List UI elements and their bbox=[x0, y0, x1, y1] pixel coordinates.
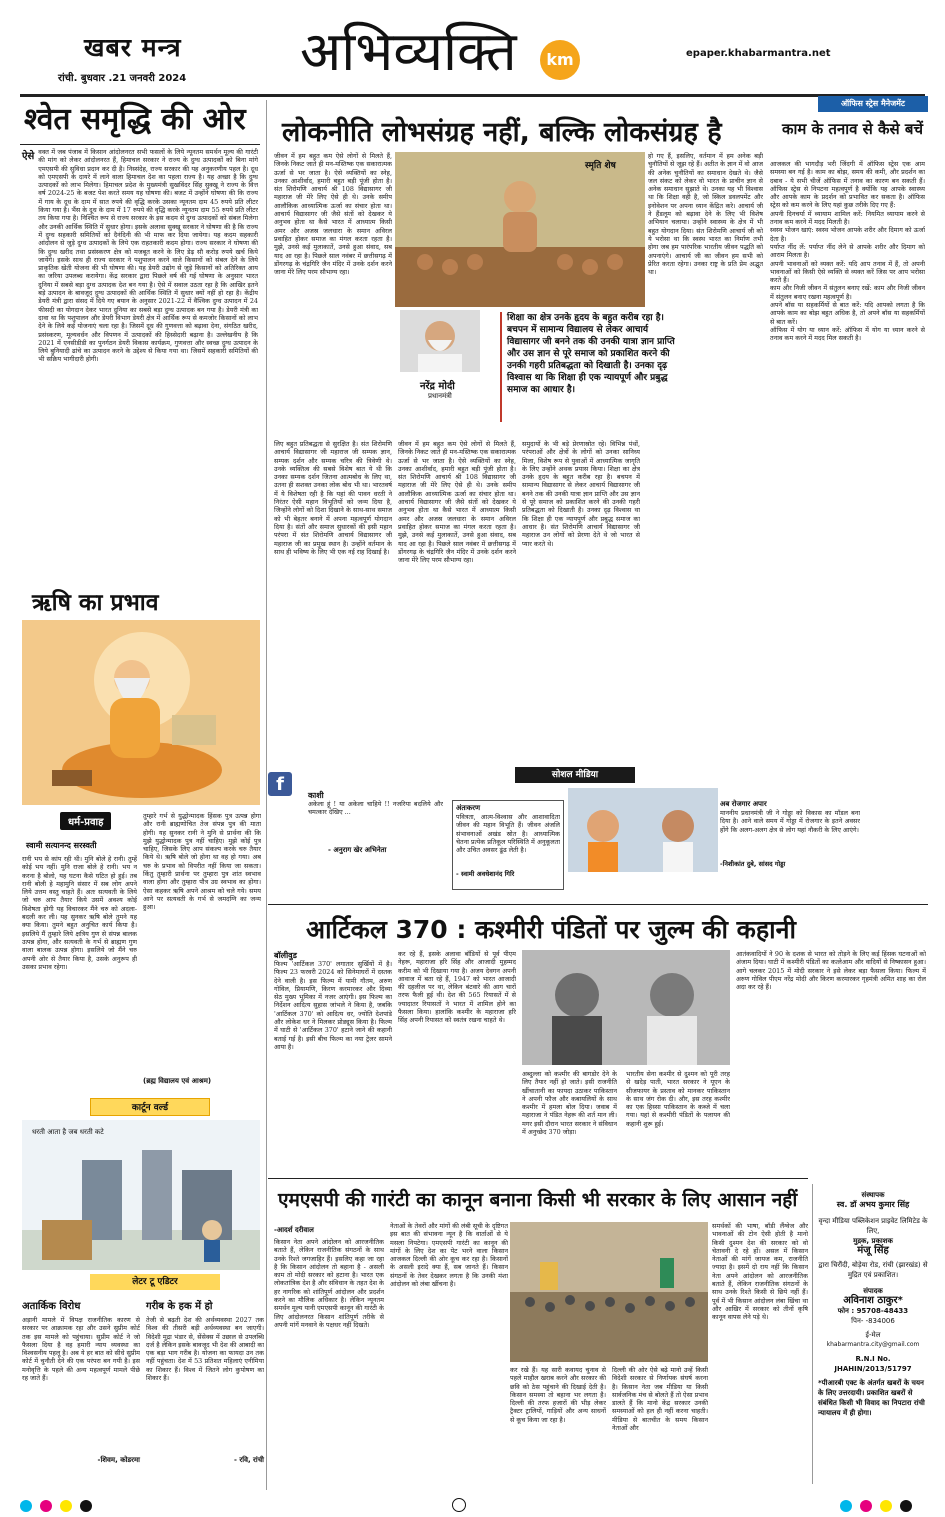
dairy-article bbox=[22, 148, 258, 568]
article370-photo bbox=[522, 950, 730, 1065]
msp-col3: कर रखे हैं। यह सारी कवायद चुनाव से पहले माहौल खराब करने और सरकार की छवि को ठेस पहुंचाने की दिखाई देती है। किसान समस्या तो बहाना भर लगता है। दिल्ली की तरफ हजारों की भीड़ लेकर ट्रैक्टर ट्रालियों, गाड़ियों और अन्य साधनों से कूच किया जा रहा है। bbox=[510, 1366, 606, 1424]
imprint-note: *पीआरबी एक्ट के अंतर्गत खबरों के चयन के लिए उत्तरदायी। प्रकाशित खबरों से संबंधित किसी भी विवाद का निपटारा रांची न्यायालय में ही होगा। bbox=[818, 1379, 925, 1417]
social-1-sign: - अनुराग खेर अभिनेता bbox=[328, 846, 387, 854]
letter-2-sign: - रवि, रांची bbox=[234, 1456, 264, 1464]
historic-photo bbox=[522, 950, 730, 1065]
facebook-icon: f bbox=[268, 772, 292, 796]
social-photos bbox=[568, 788, 718, 872]
founder-name: स्व. डॉ अभय कुमार सिंह bbox=[836, 1200, 910, 1209]
letter-1-body: अड़ानी मामले में विपक्ष राजनीतिक कारण से सरकार पर आक्रामक रहा और उसने सुप्रीम कोर्ट तक इस मामले को पहुंचाया। सुप्रीम कोर्ट ने जो फैसला दिया है वह हमारी न्याय व्यवस्था का विश्वसनीय पहलू है। अब ये हर बात को सीधे सुप्रीम कोर्ट में चुनौती देने की एक परंपरा बन गयी है। इस मनोवृत्ति के पहले की अन्य महत्वपूर्ण मामले पीछे रह जाते हैं। bbox=[22, 1316, 140, 1383]
lokniti-col4: हो गए हैं, इसलिए, वर्तमान में हम अनेक बड़ी चुनौतियों से जूझ रहे हैं। अतीत के ज्ञान में वो आज की अनेक चुनौतियों का समाधान देखते थे। जैसे जल संकट को लेकर वो भारत के प्राचीन ज्ञान से अनेक समाधान सुझाते थे। उनका यह भी विश्वास था कि शिक्षा वही है, जो स्किल डवलपमेंट और इनोवेशन पर अपना ध्यान केंद्रित करे। आचार्य जी ने हैंडलूम को बढ़ावा देने के लिए भी विशेष अभियान चलाया। उन्होंने स्वास्थ्य के क्षेत्र में भी बहुत योगदान दिया। संत शिरोमणि आचार्य जी को ये भरोसा था कि स्वस्थ भारत का निर्माण तभी होगा जब हम पारंपरिक भारतीय जीवन पद्धति को अपनाएंगे। आचार्य जी का जीवन हम सभी को प्रेरित करता रहेगा। उनका राष्ट्र के प्रति प्रेम अद्भुत था। bbox=[648, 152, 763, 277]
cartoon-drawing bbox=[22, 1120, 260, 1270]
social-quote-3 bbox=[720, 800, 860, 880]
dairy-lead-word: ऐसे bbox=[22, 151, 35, 162]
social-1-text: अकेला हूं ! या अकेला चाहिये !! नजरिया बदलिये और चमत्कार देखिए ... bbox=[308, 800, 443, 817]
social-3-handle: अब रोजगार अपार bbox=[720, 800, 767, 808]
rishi-col2: तुम्हारे गर्भ से युद्धोन्मादक हिंसक पुत्र उत्पन्न होगा और रानी ब्राह्मणोचित तेज संपन्न पुत्र की माता होगी। यह सुनकर रानी ने मुनि से प्रार्थना की कि मुझे युद्धोन्मादक पुत्र नहीं चाहिए। मुझे कोई पुत्र चाहिए, जिसके लिए आप संकल्प करके चरु तैयार किये थे। ऋषि बोले जो होना था वह हो गया। अब चरु के प्रभाव को विपरीत नहीं किया जा सकता। किंतु तुम्हारी प्रार्थना पर तुम्हारा पुत्र शांत स्वभाव वाला होगा और तुम्हारा पौत्र उग्र स्वभाव का होगा। ऐसा कहकर ऋषि अपने आश्रम को चले गये। समय आने पर सत्यवती के गर्भ से जमदग्नि का जन्म हुआ। bbox=[143, 812, 261, 912]
editor-label: संपादक bbox=[863, 1287, 883, 1295]
smriti-label: स्मृति शेष bbox=[585, 161, 616, 171]
article370-rule bbox=[268, 904, 928, 905]
social-label bbox=[515, 767, 635, 783]
social-3-sign: -निशीकांत दुबे, सांसद गोड्डा bbox=[720, 860, 786, 868]
letters-label-text: लेटर टू एडिटर bbox=[132, 1277, 178, 1287]
editor-name: अविनाश ठाकुर* bbox=[843, 1295, 903, 1306]
social-2-sign: - स्वामी अवधेशानंद गिरि bbox=[456, 870, 515, 878]
article370-col2: कर रहे हैं, इसके अलावा बॉडियों से पूर्व पीएम नेहरू, महाराजा हरि सिंह और आजादी मुहम्मद करीम को भी दिखाया गया है। अजय देवगन अपनी आवाज में बता रहे हैं, 1947 को भारत आजादी की दहलीज पर था, लेकिन बंटवारे की आग चारों तरफ फैली हुई थी। देश की 565 रियासतें में से ज्यादातर रियासतों ने भारत में शामिल होने का फैसला किया। हालांकि कश्मीर के महाराजा हरि सिंह अपनी रियासत को स्वतंत्र रखना चाहते थे। bbox=[398, 950, 516, 1025]
dairy-headline: श्वेत समृद्धि की ओर bbox=[24, 102, 246, 137]
rishi-byline: स्वामी सत्यानन्द सरस्वती bbox=[26, 841, 97, 850]
publisher-line: वृन्दा मीडिया पब्लिकेशन प्राइवेट लिमिटेड के लिए, bbox=[818, 1217, 928, 1235]
lokniti-headline: लोकनीति लोभसंग्रह नहीं, बल्कि लोकसंग्रह है bbox=[282, 117, 722, 148]
letter-1-title: अतार्किक विरोध bbox=[22, 1301, 81, 1312]
farmers-protest-photo bbox=[510, 1222, 708, 1362]
lokniti-col2b: जीवन में हम बहुत कम ऐसे लोगों से मिलते हैं, जिनके निकट जाते ही मन-मस्तिष्क एक सकारात्मक ऊर्जा से भर जाता है। ऐसे व्यक्तियों का स्नेह, उनका आशीर्वाद, हमारी बहुत बड़ी पूंजी होता है। संत शिरोमणि आचार्य श्री 108 विद्यासागर जी महाराज जी मेरे लिए ऐसे ही थे। उनके समीप आलौकिक आध्यात्मिक ऊर्जा का संचार होता था। आचार्य विद्यासागर जी जैसे संतों को देखकर ये अनुभव होता था कैसे भारत में आध्यात्म किसी अमर और अजस्र जलधारा के समान अविरल प्रवाहित होकर समाज का मंगल करता रहता है। मुझे, उनसे कई मुलाकातें, उनसे हुआ संवाद, सब याद आ रहा है। पिछले साल नवंबर में छत्तीसगढ़ में डोंगरगढ़ के चंद्रगिरि जैन मंदिर में उनके दर्शन करने जाना मेरे लिए परम सौभाग्य रहा। bbox=[398, 440, 516, 565]
rni-number: JHAHIN/2013/51797 bbox=[834, 1365, 912, 1373]
rishi-section-label: धर्म-प्रवाह bbox=[60, 812, 111, 830]
reg-dot-yellow bbox=[60, 1500, 72, 1512]
msp-col2: नेताओं के तेवरों और मांगों की लंबी सूची के दृष्टिगत इस बात की संभावना न्यून है कि वार्ताओं से ये मसला निपटेगा। एमएसपी गारंटी का कानून की मांगों के लिए देश का पेट भरने वाला किसान आजकल दिल्ली की ओर कूच कर रहा है। किसानों के असली इरादे क्या हैं, सब जानते हैं। किसान संगठनों के तेवर देखकर लगता है कि उनकी मंशा आंदोलन को लंबा खींचना है। bbox=[390, 1222, 508, 1289]
printer-name: मंजू सिंह bbox=[857, 1245, 889, 1256]
paper-name: खबर मन्त्र bbox=[84, 33, 182, 62]
letter-2-title: गरीब के हक में हो bbox=[146, 1301, 213, 1312]
msp-col1: किसान नेता अपने आंदोलन को आरजनीतिक बताते हैं, लेकिन राजनीतिक संगठनों के साथ उनके रिश्ते जगजाहिर हैं। इसलिए कहा जा रहा है कि किसान आंदोलन तो बहाना है - असली काम तो मोदी सरकार को हटाना है। भारत एक लोकतांत्रिक देश है और संविधान के तहत देश के हर नागरिक को शांतिपूर्ण आंदोलन और प्रदर्शन करने का मौलिक अधिकार है। लेकिन न्यूनतम समर्थन मूल्य यानी एमएसपी कानून की गारंटी के लिए आंदोलनरत किसान शांतिपूर्ण तरीके से अपनी मांगें मनवाने के पक्षधर नहीं दिखते। bbox=[274, 1238, 384, 1329]
letter-1 bbox=[22, 1298, 140, 1478]
phone: फोन : 95708-48433 bbox=[837, 1307, 909, 1315]
reg-dot-magenta bbox=[40, 1500, 52, 1512]
reg-dot-magenta-right bbox=[860, 1500, 872, 1512]
msp-photo bbox=[510, 1222, 708, 1362]
article370-col1: फिल्म 'आर्टिकल 370' लगातार सुर्खियों में है। फिल्म 23 फरवरी 2024 को सिनेमाघरों में दस्तक देने वाली है। इस फिल्म में यामी गौतम, अरुण गोविल, प्रियामणि, किरण करमारकर और दिव्या सेठ मुख्य भूमिका में नजर आएंगी। इस फिल्म का निर्देशन आदित्य सुहास जांभले ने किया है, जबकि 'आर्टिकल 370' को आदित्य धर, ज्योति देशपांडे और लोकेश धर ने मिलकर प्रोड्यूस किया है। फिल्म में घाटी से 'आर्टिकल 370' हटाने जाने की कहानी बताई गई है। इसी बीच फिल्म का नया ट्रेलर सामने आया है। bbox=[274, 960, 392, 1051]
msp-headline: एमएसपी की गारंटी का कानून बनाना किसी भी सरकार के लिए आसान नहीं bbox=[278, 1189, 798, 1211]
letter-2-body: तेजी से बढ़ती देश की अर्थव्यवस्था 2027 तक विश्व की तीसरी बड़ी अर्थव्यवस्था बन जाएगी। विदेशी मुद्रा भंडार से, सेंसेक्स में उछाल से उपलब्धि दर्ज है लेकिन इसके बावजूद भी देश की आबादी का एक बड़ा भाग गरीब है। योजना का फायदा उन तक नहीं पहुंचता। देश में 53 प्रतिशत महिलाएं एनीमिया का शिकार हैं। विश्व में जितने लोग कुपोषण का शिकार हैं। bbox=[146, 1316, 264, 1383]
msp-byline: -आदर्श दरीवाल bbox=[274, 1226, 314, 1234]
cartoon-label-text: कार्टून वर्ल्ड bbox=[131, 1103, 169, 1113]
article370-lead: बॉलीवुड bbox=[274, 951, 297, 960]
logo-letter: km bbox=[546, 50, 574, 69]
lokniti-pullquote: शिक्षा का क्षेत्र उनके हृदय के बहुत करीब रहा है। बचपन में सामान्य विद्यालय से लेकर आचार्य विद्यासागर जी बनने तक की उनकी यात्रा ज्ञान प्राप्ति और उस ज्ञान से पूरे समाज को प्रकाशित करने की उनकी गहरी प्रतिबद्धता को दिखाती है। उनका दृढ़ विश्वास था कि शिक्षा ही एक न्यायपूर्ण और प्रबुद्ध समाज का आधार है। bbox=[500, 312, 675, 422]
cartoon-caption: धरती आता है जब धरती कटे bbox=[32, 1128, 104, 1136]
article370-col4-visible: भारतीय सेना कश्मीर से दुश्मन को पूरी तरह से खदेड़ पाती, भारत सरकार ने यूएन के सीजफायर के प्रस्ताव को मानकर पाकिस्तान के साथ जंग रोक दी। और, इस तरह कश्मीर का एक हिस्सा पाकिस्तान के कब्जे में चला गया। यहां से कश्मीरी पंडितों के पलायन की कहानी शुरू हुई। bbox=[626, 1070, 730, 1128]
monks-photo bbox=[395, 152, 645, 307]
reg-dot-yellow-right bbox=[880, 1500, 892, 1512]
press-address: द्वारा चिरौंदी, बोड़ेया रोड, रांची (झारखंड) से मुद्रित एवं प्रकाशित। bbox=[818, 1261, 928, 1279]
social-quote-1 bbox=[268, 768, 448, 863]
letter-2 bbox=[146, 1298, 264, 1478]
founder-label: संस्थापक bbox=[861, 1191, 885, 1199]
masthead bbox=[0, 0, 945, 92]
office-stress-headline: काम के तनाव से कैसे बचें bbox=[782, 120, 923, 138]
dairy-body: वक्त में जब पंजाब में किसान आंदोलनरत सभी फसलों के लिये न्यूनतम समर्थन मूल्य की गारंटी की मांग को लेकर आंदोलनरत हैं, हिमाचल सरकार ने राज्य के दुग्ध उत्पादकों को बिना मांगे एमएसपी की सुविधा प्रदान कर दी है। निस्संदेह, राज्य सरकार की यह अनुकरणीय पहल है। दूध को एमएसपी के दायरे में लाने वाला हिमाचल देश का पहला राज्य है। यह अच्छा है कि दुग्ध उत्पादकों को लाभ मिलेगा। हिमाचल प्रदेश के मुख्यमंत्री सुखविंदर सिंह सुक्खू ने राज्य के वित्त वर्ष 2024-25 के बजट पेश करते समय यह घोषणा की। बजट में उन्होंने घोषणा की कि राज्य में गाय के दूध के दाम में सात रुपये की वृद्धि करके उसका न्यूनतम दाम 45 रुपये प्रति लीटर किया गया है। भैंस के दूध के दाम में 17 रुपये की वृद्धि करके न्यूनतम दाम 55 रुपये प्रति लीटर तय किया गया है। निश्चित रूप से राज्य सरकार के इस कदम से दुग्ध उत्पादकों को संबल मिलेगा और उनकी आर्थिक स्थिति में सुधार होगा। इसके अलावा सुक्खू सरकार ने घोषणा की है कि राज्य में दुग्ध सहकारी समितियों को दैनंदिनी की भी माफ कर दिया जायेगा। यह कदम सहकारी आंदोलन से जुड़े दुग्ध उत्पादकों के लिये एक राहतकारी कदम होगा। राज्य सरकार ने घोषणा की कि दुग्ध खरीद तथा प्रसंस्करण क्षेत्र को मजबूत करने के लिए डेढ़ सौ करोड़ रुपये खर्च किये जायेंगे। इसके साथ ही राज्य सरकार ने पशुपालन करने वाले किसानों को संबल देने के लिये प्राकृतिक खेती योजना की भी घोषणा की। यह डेयरी उद्योग से जुड़े किसानों को अतिरिक्त आय का जरिया उपलब्ध करायेगा। केंद्र सरकार द्वारा पिछले वर्ष की गई घोषणा के अनुसार भारत दुनिया में सबसे बड़ा दुग्ध उत्पादक देश बन गया है। ऐसे में सवाल उठता रहा है कि आखिर इतने बड़े उत्पादन के बावजूद दुग्ध उत्पादकों की आर्थिक स्थिति में सुधार क्यों नहीं हो रहा है। केंद्रीय डेयरी मंत्री द्वारा संसद में दिये गए बयान के अनुसार 2021-22 में वैश्विक दुग्ध उत्पादन में 24 फीसदी का योगदान देकर भारत दुनिया का सबसे बड़ा दुग्ध उत्पादक बन गया है। डेयरी मंत्री का दावा था कि पशुपालन और डेयरी विभाग डेयरी क्षेत्र में आर्थिक रूप से कमजोर किसानों को लाभ देने के लिये कई योजनाएं चला रहा है। जिसमें दूध की गुणवत्ता को बढ़ावा देना, संगठित खरीद, प्रसंस्करण, मूल्यवर्धन और विपणन में उत्पादकों की हिस्सेदारी बढ़ाना है। उल्लेखनीय है कि 2021 में एनसीडीडी का पुनर्गठन डेयरी विकास कार्यक्रम, गुणवत्ता और स्वच्छ दुग्ध उत्पादन के लिये बुनियादी ढांचे का उत्पादन करने के उद्देश्य से किया गया था। जिसमें सहकारी समितियों की भी सक्रिय भागीदारी होगी। bbox=[38, 148, 258, 364]
lokniti-col2: लिए बहुत प्रतिबद्धता से सुरक्षित है। संत शिरोमणि आचार्य विद्यासागर जी महाराज जी सम्यक ज्ञान, सम्यक दर्शन और सम्यक चरित्र की त्रिवेणी थे। उनके व्यक्तित्व की सबसे विशेष बात ये थी कि उनका सम्यक दर्शन जितना आत्मबोध के लिए था, उतना ही सशक्त उनका लोक बोध भी था। भारतवर्ष में ये विशेषता रही है कि यहां की पावन धरती ने निरंतर ऐसी महान विभूतियों को जन्म दिया है, जिन्होंने लोगों को दिशा दिखाने के साथ-साथ समाज को भी बेहतर बनाने में अपना महत्वपूर्ण योगदान दिया है। संतों और समाज सुधारकों की इसी महान परंपरा में संत शिरोमणि आचार्य विद्यासागर जी महाराज जी का प्रमुख स्थान है। उन्होंने वर्तमान के साथ ही भविष्य के लिए भी एक नई राह दिखाई है। bbox=[274, 440, 392, 556]
section-title: अभिव्यक्ति bbox=[300, 20, 517, 83]
email[interactable]: khabarmantra.city@gmail.com bbox=[826, 1341, 920, 1348]
rni-label: R.N.I No. bbox=[855, 1355, 891, 1363]
reg-dot-cyan bbox=[20, 1500, 32, 1512]
office-stress-body: आजकल की भागदौड़ भरी जिंदगी में ऑफिस स्ट्रेस एक आम समस्या बन गई है। काम का बोझ, समय की कमी, और प्रदर्शन का दबाव - ये सभी चीजें ऑफिस में तनाव का कारण बन सकती हैं। ऑफिस स्ट्रेस से निपटना महत्वपूर्ण है क्योंकि यह आपके स्वास्थ्य और आपके काम के प्रदर्शन को प्रभावित कर सकता है। ऑफिस स्ट्रेस को कम करने के लिए यहां कुछ तरीके दिए गए हैं: अपनी दिनचर्या में व्यायाम शामिल करें: नियमित व्यायाम करने से तनाव कम करने में मदद मिलती है। स्वस्थ भोजन खाएं: स्वस्थ भोजन आपके शरीर और दिमाग को ऊर्जा देता है। पर्याप्त नींद लें: पर्याप्त नींद लेने से आपके शरीर और दिमाग को आराम मिलता है। अपनी भावनाओं को व्यक्त करें: यदि आप तनाव में हैं, तो अपनी भावनाओं को किसी ऐसे व्यक्ति से व्यक्त करें जिस पर आप भरोसा करते हैं। काम और निजी जीवन में संतुलन बनाए रखें: काम और निजी जीवन में संतुलन बनाए रखना महत्वपूर्ण है। अपने बॉस या सहकर्मियों से बात करें: यदि आपको लगता है कि आपके काम का बोझ बहुत अधिक है, तो अपने बॉस या सहकर्मियों से बात करें। ऑफिस में योग या ध्यान करें: ऑफिस में योग या ध्यान करने से तनाव कम करने में मदद मिल सकती है। bbox=[770, 160, 925, 343]
social-2-text: पवित्रता, आत्म-विश्वास और आशावादिता जीवन की महान विभूति हैं। जीवन अंजलि संभावनाओं अखंड स्रोत है। आध्यात्मिक चेतना प्रत्येक प्रतिकूल परिस्थिति में अनुकूलता और उचित अवसर ढूंढ लेती है। bbox=[456, 813, 560, 855]
office-stress-tag bbox=[818, 96, 928, 112]
author-title: प्रधानमंत्री bbox=[428, 392, 452, 400]
msp-col4: दिल्ली की ओर ऐसे बढ़े मानो उन्हें किसी विदेशी सरकार से निर्णायक संघर्ष करना है। किसान नेता जब मीडिया या किसी सार्वजनिक मंच से बोलते हैं तो ऐसा प्रभाव डालते हैं कि मानो केंद्र सरकार उनकी समस्याओं को हल ही नहीं करना चाहती। मीडिया से बातचीत के समय किसान नेताओं और bbox=[612, 1366, 708, 1433]
rishi-col1: रानी भय से कांप रही थी। मुनि बोले हे रानी। तुम्हें कोई भय नहीं। मुनि राजा बोले हे रानी। भय न करना है बोलो, यह घटना कैसे घटित हो हुई। तब रानी बोली हे महामुनि संसार में सब लोग अपने लिये उत्तम वस्तु चाहते हैं। अतः सत्यवती के लिये जो चरु आप तैयार किये उसमें अवश्य कोई विशेषता होगी यह विचारकर मैंने चरु को अदला-बदली कर ली। यह सुनकर ऋषि बोले तुमने यह क्या किया। तुमने बहुत अनुचित कार्य किया है। इसलिये मैं तुम्हारे लिये क्षत्रिय गुण से संपन्न बालक उत्पन्न होगा, और सत्यवती के गर्भ से ब्राह्मण गुण वाला बालक उत्पन्न होगा। इसलिये जो मैंने चरु अपनी ओर से तैयार किया है, उसके अनुरूप ही उसका प्रभाव रहेगा। bbox=[22, 855, 137, 971]
social-3-text: माननीय प्रधानमंत्री जी ने गोड्डा को विकास का मॉडल बना दिया है। आने वाले समय में गोड्डा में रोजगार के इतने अवसर होंगे कि अलग-अलग क्षेत्र से लोग यहां नौकरी के लिए आएंगे। bbox=[720, 809, 860, 834]
imprint-box bbox=[818, 1190, 928, 1490]
social-2-handle: अंतःकरण bbox=[456, 804, 481, 812]
dateline: रांची. बुधवार .21 जनवरी 2024 bbox=[58, 73, 187, 84]
printer-label: मुद्रक, प्रकाशक bbox=[853, 1237, 893, 1245]
cartoon-panel bbox=[22, 1120, 260, 1270]
lokniti-col1: जीवन में हम बहुत कम ऐसे लोगों से मिलते हैं, जिनके निकट जाते ही मन-मस्तिष्क एक सकारात्मक ऊर्जा से भर जाता है। ऐसे व्यक्तियों का स्नेह, उनका आशीर्वाद, हमारी बहुत बड़ी पूंजी होता है। संत शिरोमणि आचार्य श्री 108 विद्यासागर जी महाराज जी मेरे लिए ऐसे ही थे। उनके समीप आलौकिक आध्यात्मिक ऊर्जा का संचार होता था। आचार्य विद्यासागर जी जैसे संतों को देखकर ये अनुभव होता था कैसे भारत में आध्यात्म किसी अमर और अजस्र जलधारा के समान अविरल प्रवाहित होकर समाज का मंगल करता रहता है। मुझे, उनसे कई मुलाकातें, उनसे हुआ संवाद, सब याद आ रहा है। पिछले साल नवंबर में छत्तीसगढ़ में डोंगरगढ़ के चंद्रगिरि जैन मंदिर में उनके दर्शन करने जाना मेरे लिए परम सौभाग्य रहा। bbox=[274, 152, 392, 277]
rishi-headline: ऋषि का प्रभाव bbox=[32, 590, 159, 616]
lokniti-col3: समुदायों के भी बड़े प्रेरणास्रोत रहे। विभिन्न पंथों, परंपराओं और क्षेत्रों के लोगों को उनका सानिध्य मिला, विशेष रूप से युवाओं में आध्यात्मिक जागृति के लिए उन्होंने अथक प्रयास किया। शिक्षा का क्षेत्र उनके हृदय के बहुत करीब रहा है। बचपन में सामान्य विद्यासागर से लेकर आचार्य विद्यासागर जी बनने तक की उनकी यात्रा ज्ञान प्राप्ति और उस ज्ञान से पूरे समाज को प्रकाशित करने की उनकी गहरी प्रतिबद्धता को दिखाती है। उनका दृढ़ विश्वास था कि शिक्षा ही एक न्यायपूर्ण और प्रबुद्ध समाज का आधार है। संत शिरोमणि आचार्य विद्यासागर जी महाराज उन लोगों को प्रेरणा देते थे जो भारत से प्यार करते थे। bbox=[522, 440, 640, 548]
article370-headline: आर्टिकल 370 : कश्मीरी पंडितों पर जुल्म की कहानी bbox=[306, 915, 796, 944]
reg-dot-cyan-right bbox=[840, 1500, 852, 1512]
letters-section-label bbox=[90, 1274, 220, 1290]
letter-1-sign: -शिवम, कोडरमा bbox=[97, 1456, 140, 1464]
social-quote-2 bbox=[452, 800, 564, 890]
reg-dot-black-right bbox=[900, 1500, 912, 1512]
col-divider-imprint bbox=[812, 1184, 813, 1484]
social-1-handle: काशी bbox=[308, 791, 324, 800]
msp-col5: समर्थकों की भाषा, बॉडी लैंग्वेज और भावनाओं की टोन ऐसी होती है मानो किसी दुश्मन देश की सरकार को वो चेतावनी दे रहे हों। असल में किसान नेताओं की मांगें जायज कम, राजनीति ज्यादा है। इसमें दो राय नहीं कि किसान नेता अपने आंदोलन को आरजनीतिक बताते हैं, लेकिन राजनीतिक संगठनों के साथ उनके रिश्ते किसी से छिपे नहीं हैं। पूर्व में भी किसान आंदोलन लंबा खिंचा था और आखिर में सरकार को तीनों कृषि कानून वापस लेने पड़े थे। bbox=[712, 1222, 808, 1322]
office-stress-tag-text: ऑफिस स्ट्रेस मैनेजमेंट bbox=[841, 99, 905, 108]
dairy-rule bbox=[20, 144, 260, 145]
author-name: नरेंद्र मोदी bbox=[420, 381, 455, 392]
epaper-url[interactable]: epaper.khabarmantra.net bbox=[686, 48, 831, 59]
speakers-photo bbox=[568, 788, 718, 872]
author-portrait bbox=[400, 310, 480, 372]
article370-col5: आतंकवादियों ने 90 के दशक से भारत को तोड़ने के लिए कई हिंसक घटनाओं को अंजाम दिया। घाटी में कश्मीरी पंडितों का कत्लेआम और वादियों से निष्कासन हुआ। आगे चलकर 2015 में मोदी सरकार ने इसे लेकर बड़ा फैसला किया। फिल्म में अरुण गोविल पीएम नरेंद्र मोदी और किरण करमारकर गृहमंत्री अमित शाह का रोल अदा कर रहे हैं। bbox=[736, 950, 926, 992]
registration-crosshair bbox=[452, 1498, 466, 1512]
article370-col3: अब्दुल्ला को कश्मीर की बागडोर देने के लिए तैयार नहीं हो जाते। इसी राजनीति खींचातानी का फायदा उठाकर पाकिस्तान ने अपनी फौज और कबायलियों के साथ कश्मीर में हमला बोल दिया। जवाब में महाराजा ने पंडित नेहरू की शर्त मान ली। मगर इसी दौरान भारत सरकार ने संविधान में अनुच्छेद 370 जोड़ा। bbox=[522, 1070, 617, 1137]
msp-rule bbox=[268, 1178, 808, 1179]
sage-illustration bbox=[22, 620, 260, 805]
reg-dot-black bbox=[80, 1500, 92, 1512]
cartoon-section-label bbox=[90, 1098, 210, 1116]
fax: पिन- -834006 bbox=[851, 1317, 895, 1325]
author-photo bbox=[400, 310, 480, 372]
masthead-rule bbox=[20, 94, 925, 97]
col-divider-left bbox=[266, 100, 267, 1490]
social-label-text: सोशल मीडिया bbox=[551, 770, 599, 780]
email-label: ई-मेल bbox=[865, 1331, 881, 1339]
rishi-credit: (ब्रह्म विद्यालय एवं आश्रम) bbox=[143, 1077, 212, 1085]
lokniti-photo bbox=[395, 152, 645, 307]
rishi-illustration bbox=[22, 620, 260, 805]
brand-logo bbox=[540, 40, 580, 80]
